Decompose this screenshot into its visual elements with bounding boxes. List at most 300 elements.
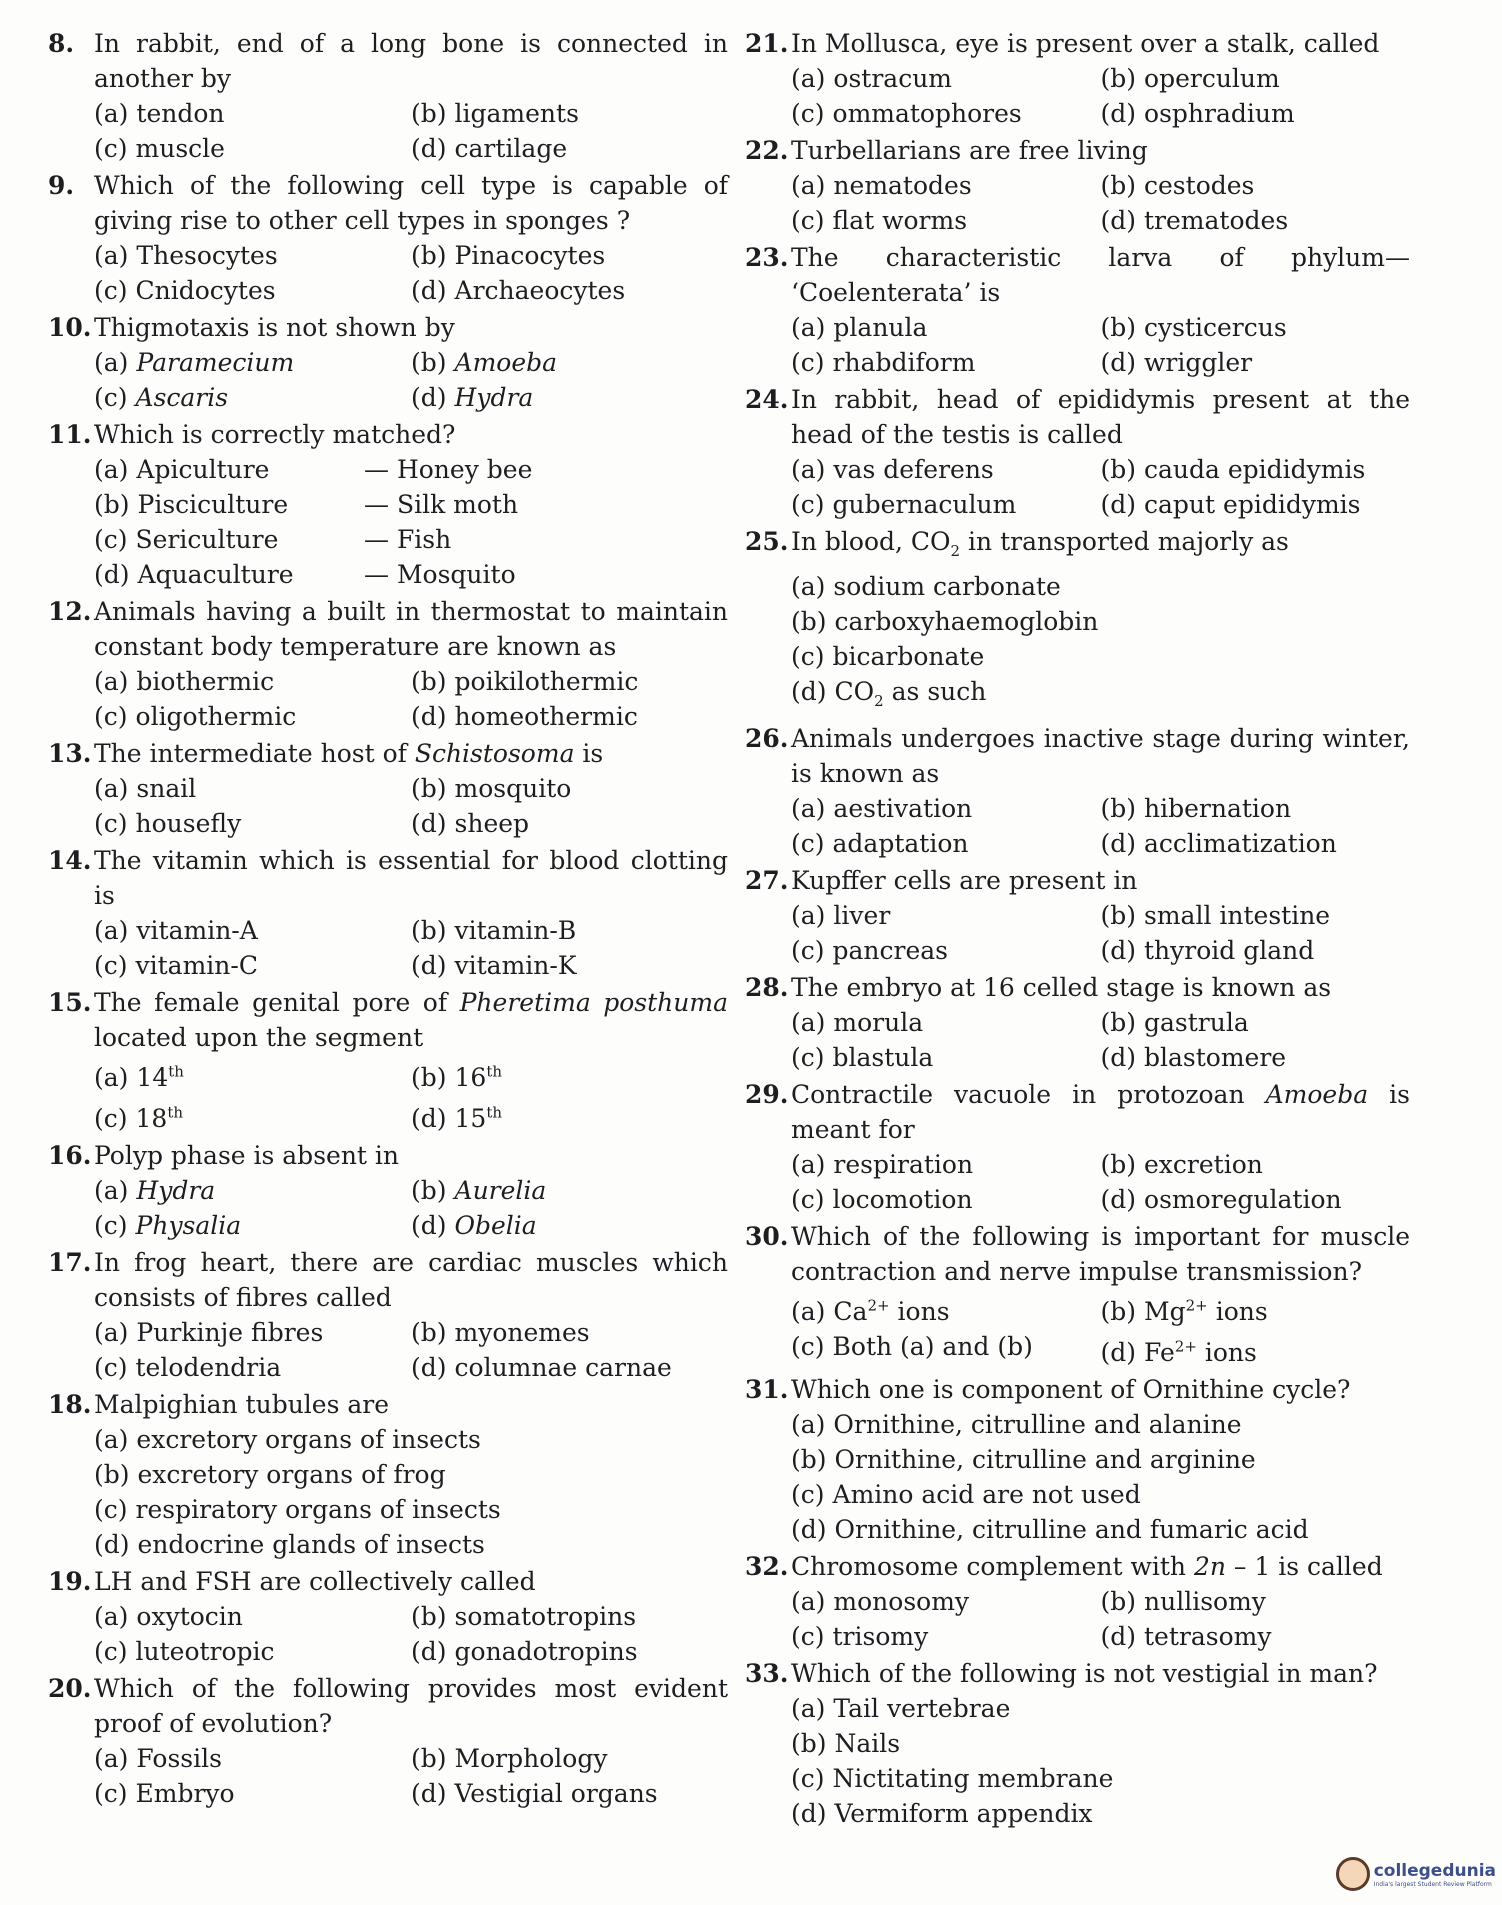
question bbox=[745, 240, 1410, 380]
text-segment: liver bbox=[833, 901, 891, 930]
question-text bbox=[791, 721, 1410, 791]
text-segment: 2+ bbox=[867, 1297, 890, 1315]
option-body bbox=[791, 936, 948, 965]
option-body bbox=[411, 1637, 638, 1666]
question-text bbox=[94, 1387, 728, 1422]
option bbox=[791, 487, 1101, 522]
text-segment: aestivation bbox=[833, 794, 973, 823]
options bbox=[94, 1173, 728, 1243]
option bbox=[791, 96, 1101, 131]
option-label: (c) bbox=[94, 1210, 128, 1240]
text-segment: Amoeba bbox=[454, 348, 558, 377]
text-segment: Ascaris bbox=[135, 383, 229, 412]
question bbox=[745, 721, 1410, 861]
text-segment: Which of the following is not vestigial in man? bbox=[791, 1658, 1378, 1688]
text-segment: pancreas bbox=[832, 936, 949, 965]
option bbox=[791, 826, 1101, 861]
option-label: (a) bbox=[94, 667, 129, 696]
question bbox=[48, 310, 728, 415]
text-segment: Pheretima posthuma bbox=[459, 988, 728, 1017]
match-text: — Honey bee bbox=[364, 455, 533, 484]
text-segment: Ornithine, citrulline and alanine bbox=[833, 1409, 1242, 1439]
text-segment: In blood, CO bbox=[791, 527, 951, 556]
option-body bbox=[94, 1744, 222, 1773]
question-text bbox=[94, 168, 728, 238]
text-segment: respiration bbox=[833, 1150, 974, 1179]
option bbox=[791, 1005, 1101, 1040]
question-text bbox=[791, 382, 1410, 452]
option-body bbox=[411, 1744, 607, 1773]
option-body bbox=[94, 702, 296, 731]
text-segment: Which one is component of Ornithine cycle? bbox=[791, 1374, 1351, 1404]
text-segment: blastomere bbox=[1144, 1043, 1287, 1072]
option-label: (a) bbox=[94, 455, 129, 484]
option-body bbox=[411, 1602, 636, 1631]
option-label: (c) bbox=[791, 642, 825, 671]
text-segment: 14 bbox=[136, 1063, 169, 1093]
option-label: (c) bbox=[791, 1332, 825, 1362]
option-body bbox=[94, 1460, 446, 1489]
option-label: (c) bbox=[94, 951, 128, 980]
option bbox=[411, 238, 728, 273]
option-body bbox=[411, 916, 576, 945]
question-stem bbox=[745, 1656, 1410, 1691]
option-label: (d) bbox=[411, 1103, 447, 1133]
options bbox=[94, 238, 728, 308]
option-label: (a) bbox=[791, 64, 826, 93]
question-stem bbox=[745, 382, 1410, 452]
option-body bbox=[1101, 936, 1315, 965]
option-label: (a) bbox=[94, 1175, 129, 1205]
option-label: (d) bbox=[1100, 99, 1137, 128]
option-label: (c) bbox=[94, 276, 128, 305]
text-segment: is meant for bbox=[791, 1080, 1410, 1144]
option-body bbox=[94, 916, 258, 945]
option bbox=[411, 699, 728, 734]
text-segment: homeothermic bbox=[454, 702, 638, 731]
option bbox=[411, 1055, 728, 1095]
option-body bbox=[1101, 1338, 1257, 1367]
text-segment: as such bbox=[883, 677, 987, 706]
options bbox=[94, 96, 728, 166]
text-segment: telodendria bbox=[135, 1352, 282, 1382]
option-body bbox=[411, 348, 557, 377]
option-body bbox=[411, 1211, 537, 1240]
question bbox=[48, 1564, 728, 1669]
option bbox=[1101, 61, 1411, 96]
question-number: 29. bbox=[745, 1080, 789, 1109]
option bbox=[411, 1095, 728, 1135]
option-body bbox=[94, 1104, 183, 1133]
text-segment: small intestine bbox=[1144, 901, 1331, 930]
text-segment: hibernation bbox=[1144, 794, 1292, 823]
option-label: (d) bbox=[1100, 348, 1137, 377]
question bbox=[745, 1077, 1410, 1217]
option bbox=[411, 771, 728, 806]
option bbox=[791, 168, 1101, 203]
option-label: (d) bbox=[1100, 1185, 1137, 1214]
question-stem bbox=[745, 863, 1410, 898]
question bbox=[745, 1549, 1410, 1654]
text-segment: poikilothermic bbox=[454, 667, 639, 696]
question-text bbox=[94, 310, 728, 345]
option-body bbox=[411, 809, 529, 838]
option bbox=[94, 1315, 411, 1350]
option-label: (c) bbox=[94, 525, 128, 554]
text-segment: Ornithine, citrulline and fumaric acid bbox=[834, 1514, 1309, 1544]
option-label: (d) bbox=[411, 1210, 447, 1240]
option-body bbox=[94, 452, 364, 487]
text-segment: Mg bbox=[1144, 1297, 1186, 1327]
option bbox=[791, 1182, 1101, 1217]
text-segment: Animals having a built in thermostat to maintain constant body temperature are known as bbox=[94, 597, 728, 661]
question-number: 15. bbox=[48, 988, 92, 1017]
text-segment: Fe bbox=[1144, 1337, 1175, 1367]
option bbox=[1101, 791, 1411, 826]
option bbox=[411, 345, 728, 380]
option bbox=[94, 1173, 411, 1208]
question-stem bbox=[48, 310, 728, 345]
options bbox=[94, 913, 728, 983]
option-body bbox=[1101, 1185, 1342, 1214]
text-segment: Nails bbox=[834, 1728, 901, 1758]
left-column bbox=[48, 26, 728, 1813]
text-segment: gonadotropins bbox=[454, 1636, 638, 1666]
option-body bbox=[1101, 1043, 1287, 1072]
option bbox=[411, 1208, 728, 1243]
text-segment: ommatophores bbox=[832, 99, 1022, 128]
question-stem bbox=[745, 1372, 1410, 1407]
question-text bbox=[791, 863, 1410, 898]
text-segment: – 1 is called bbox=[1225, 1551, 1383, 1581]
option-label: (b) bbox=[411, 1175, 447, 1205]
option-body bbox=[94, 134, 225, 163]
option bbox=[1101, 1182, 1411, 1217]
options bbox=[791, 452, 1410, 522]
text-segment: carboxyhaemoglobin bbox=[834, 607, 1099, 636]
text-segment: Which of the following provides most evident proof of evolution? bbox=[94, 1673, 728, 1738]
option bbox=[791, 1584, 1101, 1619]
question-stem bbox=[48, 843, 728, 913]
option bbox=[1101, 1040, 1411, 1075]
question bbox=[48, 168, 728, 308]
option bbox=[791, 1442, 1410, 1477]
question-number: 31. bbox=[745, 1374, 789, 1404]
option bbox=[94, 1095, 411, 1135]
question-number: 30. bbox=[745, 1222, 789, 1251]
question bbox=[745, 863, 1410, 968]
text-segment: Tail vertebrae bbox=[833, 1693, 1011, 1723]
option-body bbox=[94, 1637, 275, 1666]
text-segment: adaptation bbox=[832, 829, 969, 858]
option bbox=[411, 1599, 728, 1634]
option-label: (b) bbox=[1100, 794, 1137, 823]
option-label: (a) bbox=[94, 1601, 129, 1631]
options bbox=[791, 61, 1410, 131]
text-segment: Amino acid are not used bbox=[832, 1479, 1141, 1509]
option bbox=[791, 639, 1410, 674]
text-segment: Turbellarians are free living bbox=[791, 136, 1148, 165]
option bbox=[1101, 1584, 1411, 1619]
option-body bbox=[94, 522, 364, 557]
question-number: 10. bbox=[48, 313, 92, 342]
question-number: 13. bbox=[48, 739, 92, 768]
option bbox=[94, 557, 728, 592]
option-label: (d) bbox=[1100, 1621, 1137, 1651]
text-segment: Animals undergoes inactive stage during winter, is known as bbox=[791, 724, 1410, 788]
text-segment: In rabbit, head of epididymis present at the head of the testis is called bbox=[791, 385, 1410, 449]
option bbox=[1101, 96, 1411, 131]
text-segment: Malpighian tubules are bbox=[94, 1389, 390, 1419]
option bbox=[411, 1741, 728, 1776]
question-number: 20. bbox=[48, 1673, 92, 1703]
question-number: 12. bbox=[48, 597, 92, 626]
text-segment: Vermiform appendix bbox=[834, 1798, 1093, 1828]
text-segment: operculum bbox=[1144, 64, 1280, 93]
options bbox=[791, 791, 1410, 861]
text-segment: ligaments bbox=[454, 99, 579, 128]
option-body bbox=[94, 1353, 281, 1382]
text-segment: 16 bbox=[454, 1063, 487, 1093]
question-text bbox=[94, 985, 728, 1055]
option-body bbox=[411, 241, 605, 270]
option bbox=[1101, 1005, 1411, 1040]
options bbox=[791, 1289, 1410, 1370]
question-number: 8. bbox=[48, 29, 75, 58]
text-segment: Ca bbox=[833, 1297, 868, 1327]
text-segment: Cnidocytes bbox=[135, 276, 276, 305]
option-label: (c) bbox=[94, 1636, 128, 1666]
options bbox=[94, 1055, 728, 1136]
text-segment: The vitamin which is essential for blood clotting is bbox=[94, 846, 728, 910]
option-label: (c) bbox=[94, 809, 128, 838]
option-body bbox=[94, 1176, 215, 1205]
question-stem bbox=[48, 736, 728, 771]
text-segment: Chromosome complement with bbox=[791, 1551, 1194, 1581]
option-body bbox=[791, 1008, 923, 1037]
text-segment: vitamin-C bbox=[135, 951, 258, 980]
question-text bbox=[94, 417, 728, 452]
option-body bbox=[791, 206, 967, 235]
option-body bbox=[791, 901, 890, 930]
option-label: (d) bbox=[411, 1352, 447, 1382]
option bbox=[1101, 452, 1411, 487]
question-stem bbox=[48, 168, 728, 238]
text-segment: located upon the segment bbox=[94, 1023, 424, 1052]
option-body bbox=[791, 1764, 1113, 1793]
text-segment: endocrine glands of insects bbox=[137, 1529, 485, 1559]
option-label: (b) bbox=[1100, 1008, 1137, 1037]
option bbox=[791, 1477, 1410, 1512]
text-segment: oligothermic bbox=[135, 702, 297, 731]
question bbox=[48, 594, 728, 734]
text-segment: Ornithine, citrulline and arginine bbox=[834, 1444, 1256, 1474]
option-body bbox=[1101, 1297, 1268, 1326]
option-label: (c) bbox=[94, 1494, 128, 1524]
option bbox=[791, 569, 1410, 604]
text-segment: morula bbox=[833, 1008, 924, 1037]
text-segment: nullisomy bbox=[1144, 1586, 1266, 1616]
text-segment: Contractile vacuole in protozoan bbox=[791, 1080, 1266, 1109]
option bbox=[411, 1315, 728, 1350]
question-stem bbox=[48, 1564, 728, 1599]
option-label: (c) bbox=[791, 99, 825, 128]
question-text bbox=[94, 594, 728, 664]
option-label: (d) bbox=[94, 560, 130, 589]
right-column bbox=[745, 26, 1410, 1833]
option-body bbox=[791, 1799, 1093, 1828]
option-label: (d) bbox=[411, 809, 447, 838]
option-label: (c) bbox=[791, 206, 825, 235]
option-label: (b) bbox=[1100, 171, 1137, 200]
text-segment: Paramecium bbox=[136, 348, 295, 377]
option bbox=[94, 913, 411, 948]
option-body bbox=[791, 171, 972, 200]
option bbox=[411, 380, 728, 415]
options bbox=[94, 452, 728, 592]
question bbox=[48, 985, 728, 1136]
question-number: 11. bbox=[48, 420, 92, 449]
text-segment: Which of the following cell type is capable of giving rise to other cell types in sponges ? bbox=[94, 171, 728, 235]
text-segment: acclimatization bbox=[1144, 829, 1337, 858]
question-text bbox=[791, 970, 1410, 1005]
text-segment: Fossils bbox=[136, 1743, 222, 1773]
option bbox=[1101, 933, 1411, 968]
question-text bbox=[94, 843, 728, 913]
option bbox=[791, 933, 1101, 968]
option-label: (a) bbox=[791, 171, 826, 200]
option bbox=[411, 273, 728, 308]
option-label: (a) bbox=[791, 1693, 826, 1723]
option-body bbox=[1101, 490, 1361, 519]
match-text: — Fish bbox=[364, 525, 452, 554]
text-segment: bicarbonate bbox=[832, 642, 985, 671]
option bbox=[791, 791, 1101, 826]
question-stem bbox=[745, 1077, 1410, 1147]
question-stem bbox=[48, 1138, 728, 1173]
text-segment: Embryo bbox=[135, 1778, 235, 1808]
options bbox=[94, 1422, 728, 1562]
option bbox=[1101, 826, 1411, 861]
option-body bbox=[791, 1043, 933, 1072]
text-segment: vas deferens bbox=[833, 455, 994, 484]
text-segment: Hydra bbox=[136, 1175, 216, 1205]
option bbox=[94, 1457, 728, 1492]
option bbox=[411, 1634, 728, 1669]
option-body bbox=[791, 1297, 950, 1326]
question-stem bbox=[48, 417, 728, 452]
question-stem bbox=[745, 26, 1410, 61]
question-stem bbox=[48, 985, 728, 1055]
option-body bbox=[791, 313, 927, 342]
option bbox=[94, 699, 411, 734]
option-label: (b) bbox=[411, 774, 447, 803]
option-label: (a) bbox=[791, 572, 826, 601]
option-body bbox=[94, 1495, 501, 1524]
option-label: (d) bbox=[411, 276, 447, 305]
text-segment: The intermediate host of bbox=[94, 739, 415, 768]
option-label: (c) bbox=[94, 1778, 128, 1808]
option-label: (a) bbox=[94, 774, 129, 803]
option-body bbox=[791, 794, 972, 823]
text-segment: vitamin-A bbox=[136, 916, 258, 945]
option-body bbox=[94, 1602, 243, 1631]
option bbox=[791, 1407, 1410, 1442]
option-body bbox=[94, 557, 364, 592]
question-number: 24. bbox=[745, 385, 789, 414]
option-label: (b) bbox=[411, 1743, 447, 1773]
option-label: (b) bbox=[1100, 455, 1137, 484]
match-text: — Mosquito bbox=[364, 560, 516, 589]
option-body bbox=[94, 1318, 323, 1347]
option bbox=[1101, 345, 1411, 380]
option bbox=[1101, 1289, 1411, 1329]
question-text bbox=[791, 240, 1410, 310]
option bbox=[94, 806, 411, 841]
question-text bbox=[94, 736, 728, 771]
option-label: (d) bbox=[411, 1778, 447, 1808]
option-body bbox=[791, 572, 1061, 601]
option-body bbox=[791, 1185, 973, 1214]
text-segment: Apiculture bbox=[136, 455, 270, 484]
option-body bbox=[94, 1425, 481, 1454]
option-label: (b) bbox=[1100, 313, 1137, 342]
option bbox=[791, 604, 1410, 639]
options bbox=[94, 1741, 728, 1811]
option bbox=[94, 1422, 728, 1457]
text-segment: Sericulture bbox=[135, 525, 279, 554]
text-segment: osphradium bbox=[1144, 99, 1295, 128]
question-text bbox=[791, 1372, 1410, 1407]
question-text bbox=[94, 26, 728, 96]
question-text bbox=[791, 26, 1410, 61]
option bbox=[791, 1147, 1101, 1182]
option-label: (c) bbox=[791, 1185, 825, 1214]
question-number: 16. bbox=[48, 1140, 92, 1170]
option bbox=[411, 131, 728, 166]
option-body bbox=[94, 241, 278, 270]
option-label: (d) bbox=[411, 383, 447, 412]
option-label: (c) bbox=[94, 702, 128, 731]
option bbox=[94, 522, 728, 557]
option-label: (c) bbox=[94, 1352, 128, 1382]
options bbox=[94, 664, 728, 734]
text-segment: osmoregulation bbox=[1144, 1185, 1342, 1214]
option-body bbox=[1101, 99, 1295, 128]
option-body bbox=[1101, 1587, 1266, 1616]
question bbox=[745, 133, 1410, 238]
options bbox=[791, 1147, 1410, 1217]
question bbox=[48, 417, 728, 592]
option-body bbox=[791, 1480, 1141, 1509]
option-label: (b) bbox=[791, 607, 827, 636]
option-body bbox=[94, 276, 276, 305]
option-label: (a) bbox=[791, 455, 826, 484]
text-segment: Morphology bbox=[454, 1743, 608, 1773]
text-segment: snail bbox=[136, 774, 197, 803]
option-label: (a) bbox=[94, 99, 129, 128]
option-label: (a) bbox=[791, 1008, 826, 1037]
question bbox=[745, 1372, 1410, 1547]
option-label: (d) bbox=[791, 1798, 827, 1828]
option bbox=[1101, 1147, 1411, 1182]
text-segment: In rabbit, end of a long bone is connected in another by bbox=[94, 29, 728, 93]
text-segment: 2n bbox=[1193, 1551, 1226, 1581]
text-segment: Obelia bbox=[454, 1210, 537, 1240]
option-label: (c) bbox=[791, 348, 825, 377]
option-label: (b) bbox=[1100, 64, 1137, 93]
option bbox=[94, 131, 411, 166]
